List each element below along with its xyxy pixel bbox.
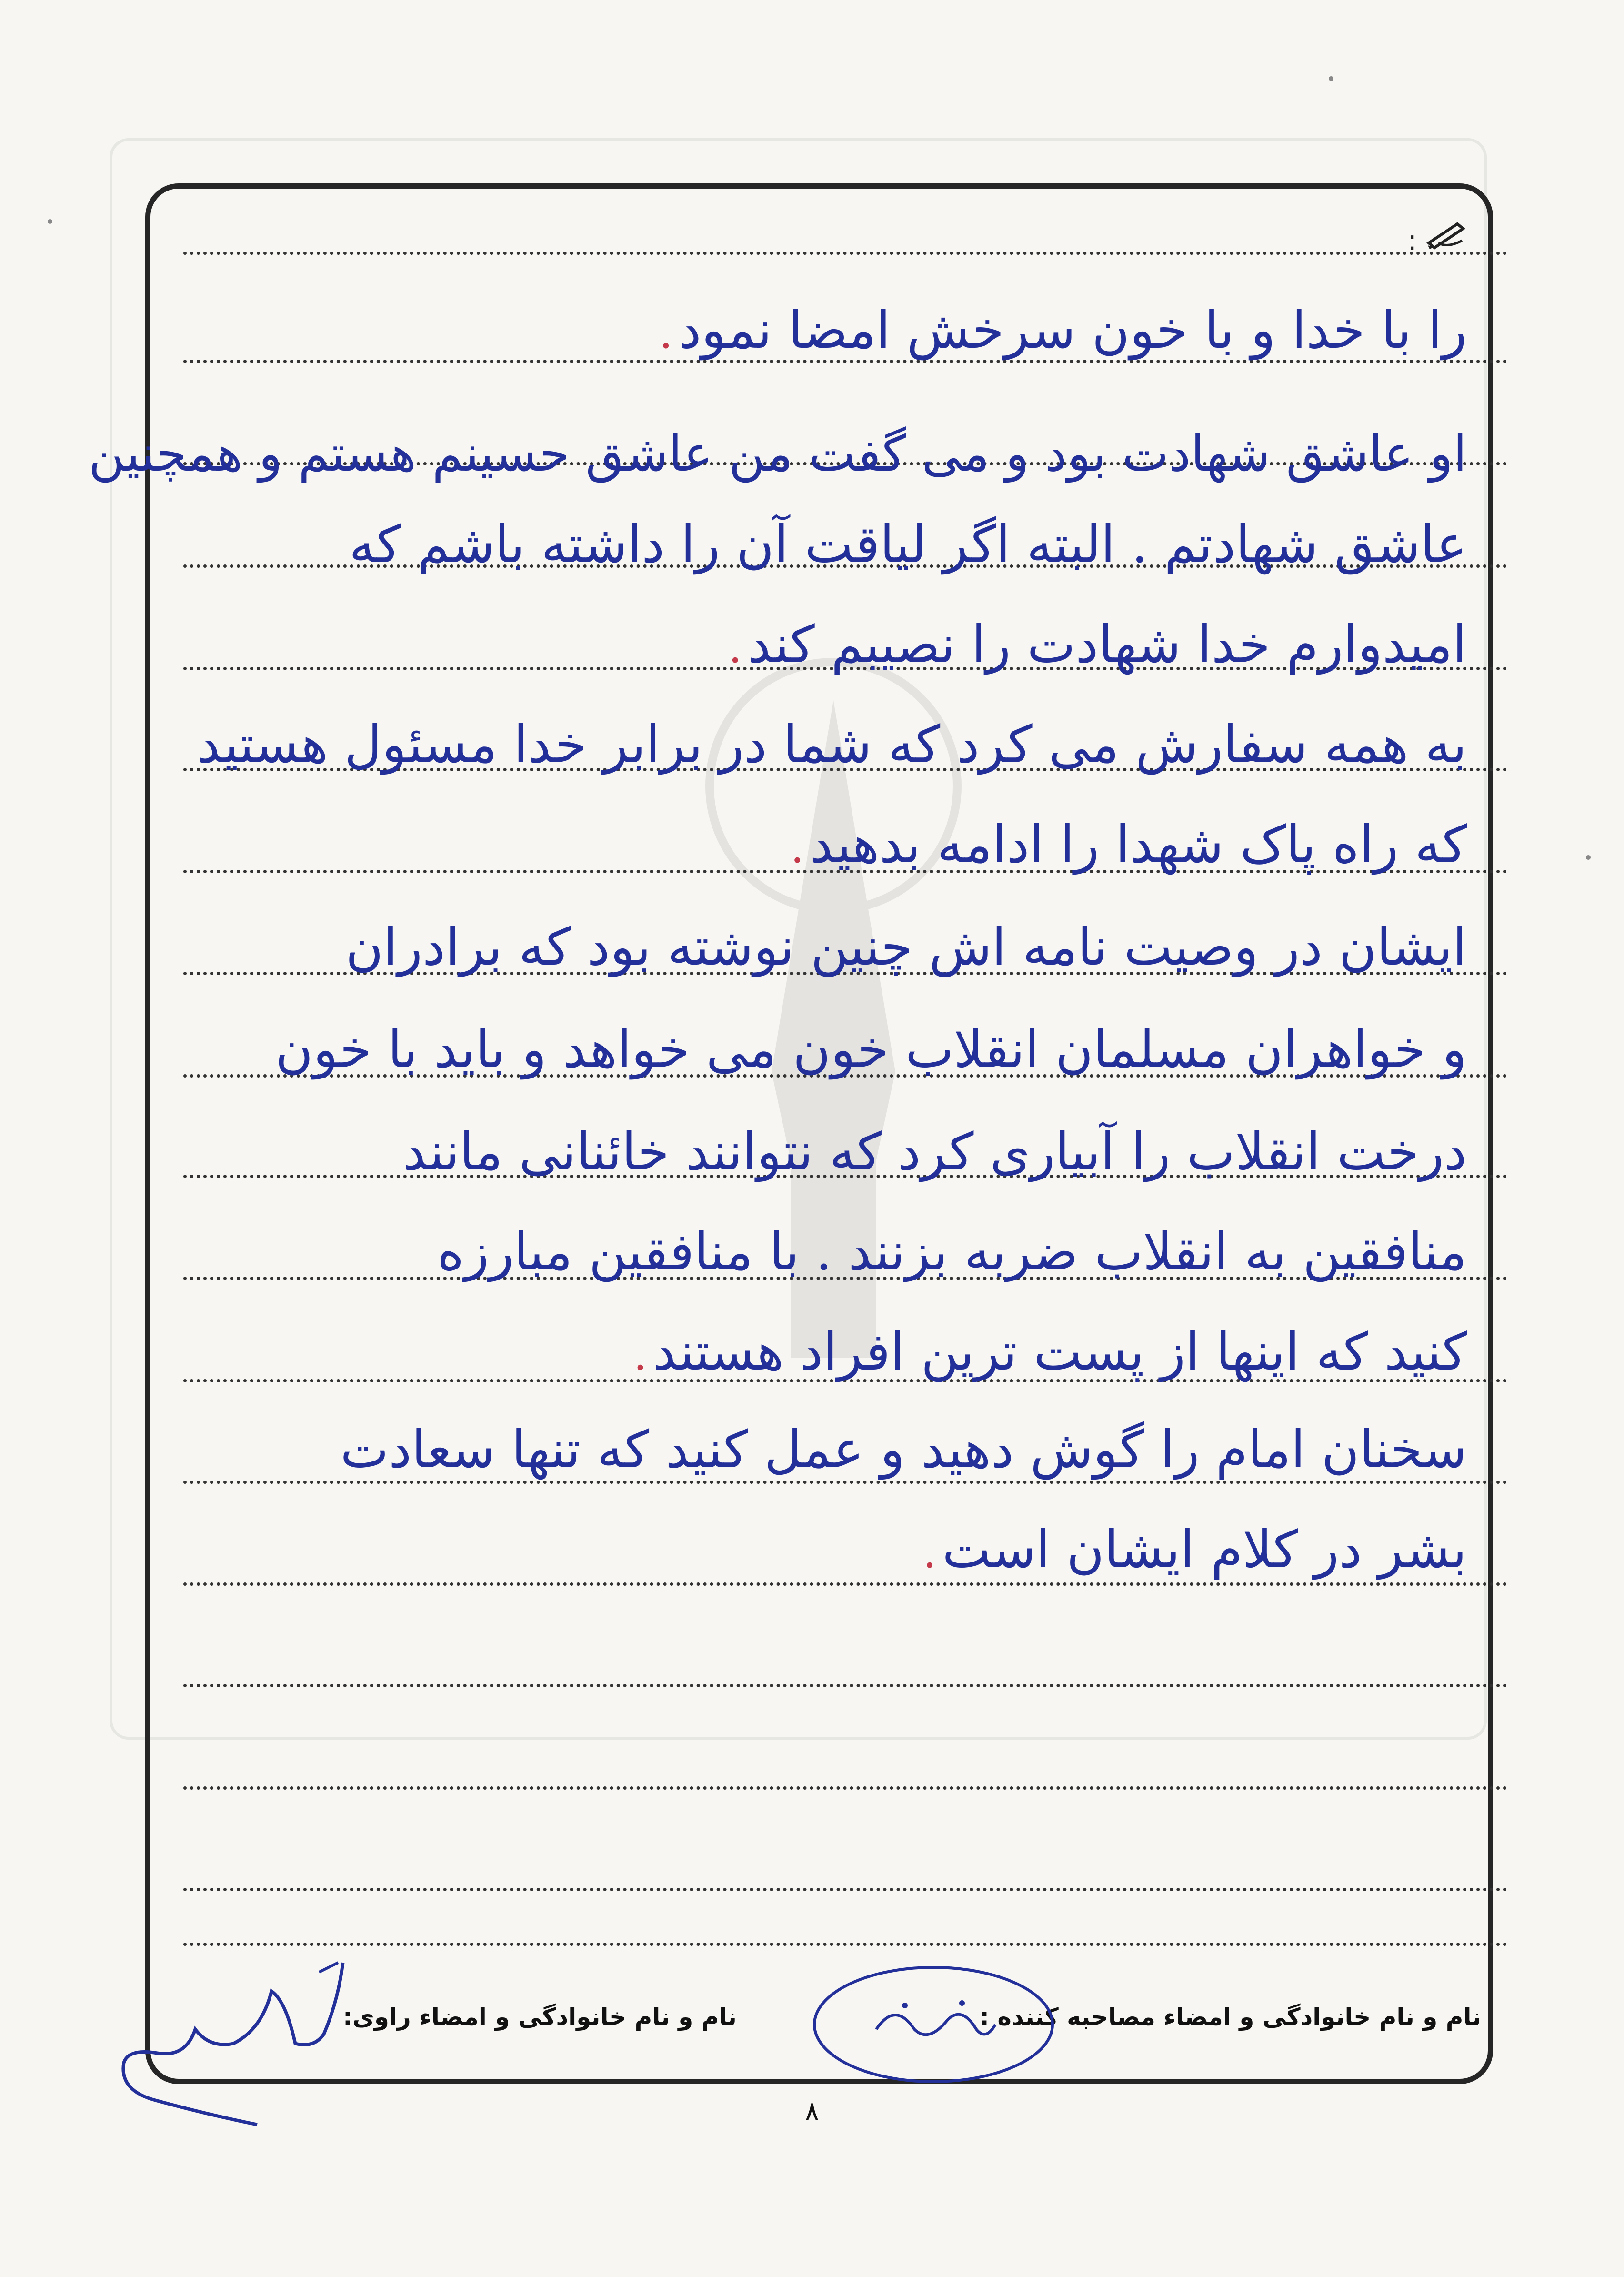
handwritten-line: بشر در کلام ایشان است.: [922, 1520, 1467, 1580]
ruled-line: [183, 1684, 1507, 1687]
handwritten-line: را با خدا و با خون سرخش امضا نمود.: [659, 301, 1467, 360]
header-colon: :: [1407, 224, 1417, 257]
handwritten-line: سخنان امام را گوش دهید و عمل کنید که تنها سعادت: [340, 1420, 1467, 1480]
pen-icon: [1424, 217, 1467, 250]
handwritten-line: و خواهران مسلمان انقلاب خون می خواهد و باید با خون: [275, 1020, 1467, 1079]
ruled-line: [183, 1943, 1507, 1946]
handwritten-line: او عاشق شهادت بود و می گفت من عاشق حسینم هستم و همچنین: [88, 424, 1467, 483]
ruled-line: [183, 1582, 1507, 1586]
handwritten-line: عاشق شهادتم . البته اگر لیاقت آن را داشته باشم که: [349, 515, 1467, 574]
scan-speck: [48, 219, 52, 224]
ruled-line: [183, 1786, 1507, 1790]
scan-speck: [1329, 76, 1333, 81]
page-number: ۸: [804, 2096, 820, 2127]
interviewer-signature: [805, 1958, 1062, 2091]
handwritten-line: امیدوارم خدا شهادت را نصیبم کند.: [728, 615, 1467, 675]
narrator-label: نام و نام خانوادگی و امضاء راوی:: [343, 2003, 737, 2031]
handwritten-line: به همه سفارش می کرد که شما در برابر خدا مسئول هستید: [197, 715, 1467, 775]
handwritten-line: کنید که اینها از پست ترین افراد هستند.: [633, 1322, 1467, 1382]
ruled-line: [183, 1888, 1507, 1891]
handwritten-line: منافقین به انقلاب ضربه بزنند . با منافقین مبارزه: [437, 1222, 1467, 1282]
ruled-line: [183, 360, 1507, 363]
scan-speck: [1586, 855, 1591, 860]
handwritten-line: درخت انقلاب را آبیاری کرد که نتوانند خائنانی مانند: [402, 1122, 1467, 1182]
ruled-line: [183, 252, 1507, 255]
ruled-line: [183, 1481, 1507, 1484]
interviewer-label: نام و نام خانوادگی و امضاء مصاحبه کننده :: [980, 2003, 1481, 2031]
handwritten-line: که راه پاک شهدا را ادامه بدهید.: [790, 815, 1467, 875]
handwritten-line: ایشان در وصیت نامه اش چنین نوشته بود که برادران: [345, 917, 1467, 977]
